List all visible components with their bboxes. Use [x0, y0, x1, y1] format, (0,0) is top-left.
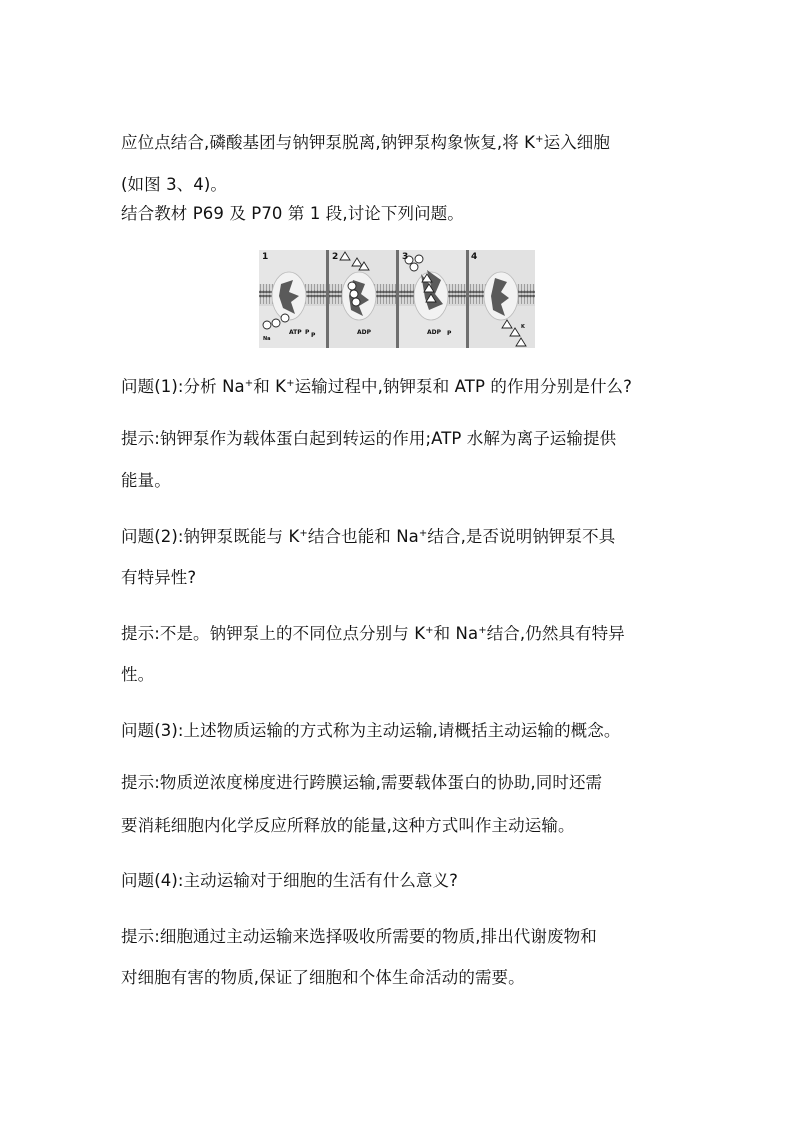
- adp-label-3: ADP: [427, 329, 442, 336]
- hint-2-line-1: 提示:不是。钠钾泵上的不同位点分别与 K+和 Na+结合,仍然具有特异: [121, 624, 625, 643]
- pi-label: P: [305, 329, 310, 336]
- na-label: Na: [263, 336, 271, 342]
- paragraph-line-1: 应位点结合,磷酸基团与钠钾泵脱离,钠钾泵构象恢复,将 K+运入细胞: [121, 133, 610, 152]
- hint-2-line-2: 性。: [121, 665, 155, 684]
- question-2-line-2: 有特异性?: [121, 568, 197, 587]
- hint-4-line-1: 提示:细胞通过主动运输来选择吸收所需要的物质,排出代谢废物和: [121, 927, 597, 946]
- question-2-line-1: 问题(2):钠钾泵既能与 K+结合也能和 Na+结合,是否说明钠钾泵不具: [121, 527, 616, 546]
- adp-label-2: ADP: [357, 329, 372, 336]
- pa-label: P: [311, 332, 316, 339]
- pump-protein-4: [484, 272, 518, 320]
- question-4: 问题(4):主动运输对于细胞的生活有什么意义?: [121, 871, 458, 890]
- panel-separator: [396, 250, 399, 348]
- hint-1-line-2: 能量。: [121, 471, 171, 490]
- panel-separator: [466, 250, 469, 348]
- panel-number-2: 2: [332, 252, 339, 262]
- k-label: K: [521, 324, 525, 330]
- hint-3-line-2: 要消耗细胞内化学反应所释放的能量,这种方式叫作主动运输。: [121, 816, 575, 835]
- panel-number-4: 4: [471, 252, 478, 262]
- paragraph-line-3: 结合教材 P69 及 P70 第 1 段,讨论下列问题。: [121, 204, 464, 223]
- hint-4-line-2: 对细胞有害的物质,保证了细胞和个体生命活动的需要。: [121, 968, 525, 987]
- hint-3-line-1: 提示:物质逆浓度梯度进行跨膜运输,需要载体蛋白的协助,同时还需: [121, 773, 603, 792]
- atp-label: ATP: [289, 329, 302, 336]
- sodium-potassium-pump-figure: [259, 250, 535, 348]
- pi-label-3: P: [447, 330, 452, 337]
- pump-protein-1: [272, 272, 306, 320]
- question-3: 问题(3):上述物质运输的方式称为主动运输,请概括主动运输的概念。: [121, 721, 621, 740]
- hint-1-line-1: 提示:钠钾泵作为载体蛋白起到转运的作用;ATP 水解为离子运输提供: [121, 429, 617, 448]
- panel-number-3: 3: [402, 252, 409, 262]
- panel-separator: [326, 250, 329, 348]
- pump-protein-2: [342, 272, 376, 320]
- paragraph-line-2: (如图 3、4)。: [121, 175, 228, 194]
- question-1: 问题(1):分析 Na+和 K+运输过程中,钠钾泵和 ATP 的作用分别是什么?: [121, 377, 633, 396]
- panel-number-1: 1: [262, 252, 269, 262]
